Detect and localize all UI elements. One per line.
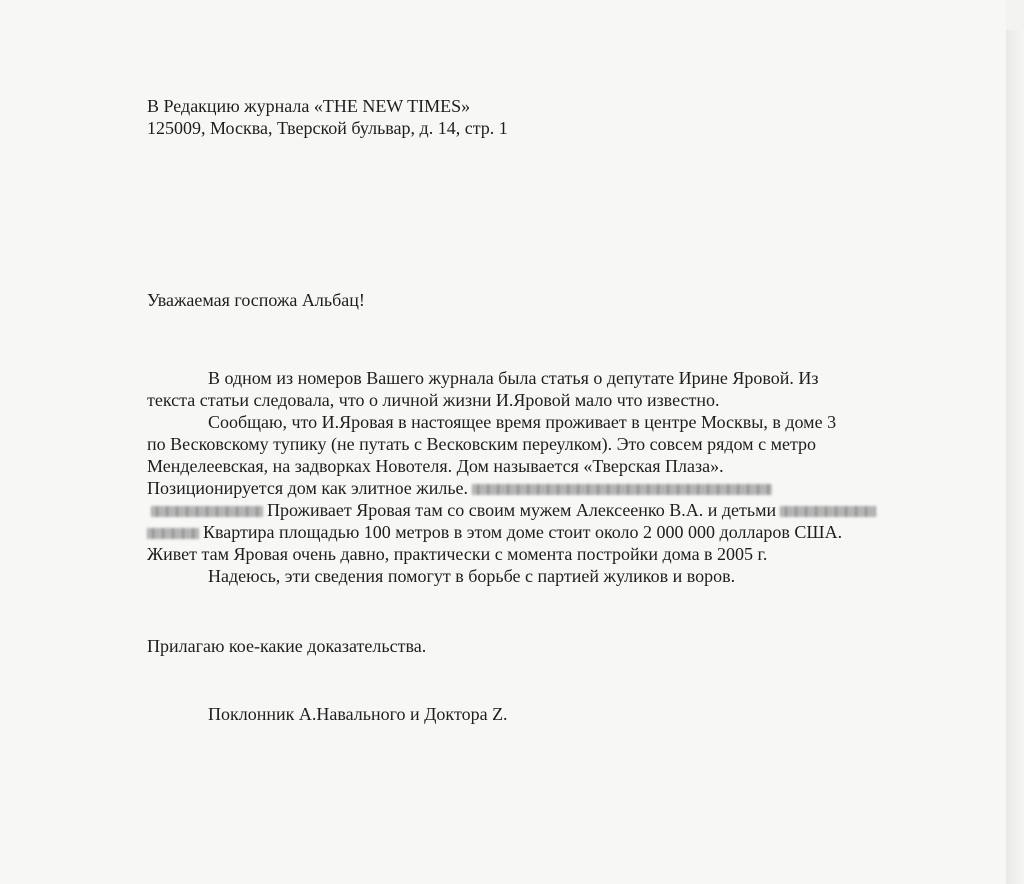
body-line: по Весковскому тупику (не путать с Весковским переулком). Это совсем рядом с метро: [147, 434, 817, 454]
redaction-mark: [147, 528, 199, 539]
redaction-mark: [151, 506, 263, 517]
redaction-mark: [472, 484, 772, 495]
body-line: Живет там Яровая очень давно, практически с момента постройки дома в 2005 г.: [147, 544, 768, 564]
signature: Поклонник А.Навального и Доктора Z.: [208, 704, 508, 724]
body-line: Надеюсь, эти сведения помогут в борьбе с партией жуликов и воров.: [208, 566, 736, 586]
address-line-1: В Редакцию журнала «THE NEW TIMES»: [147, 96, 471, 116]
body-line: В одном из номеров Вашего журнала была статья о депутате Ирине Яровой. Из: [208, 368, 819, 388]
scan-edge: [1006, 30, 1024, 884]
greeting: Уважаемая госпожа Альбац!: [147, 290, 365, 310]
letter-text: [147, 95, 947, 725]
body-line: текста статьи следовала, что о личной жизни И.Яровой мало что известно.: [147, 390, 720, 410]
body-line-with-redaction: [147, 521, 947, 543]
body-text: Проживает Яровая там со своим мужем Алексеенко В.А. и детьми: [267, 500, 777, 520]
body-line-with-redaction: [147, 477, 947, 499]
enclosure-note: Прилагаю кое-какие доказательства.: [147, 636, 427, 656]
body-text: Позиционируется дом как элитное жилье.: [147, 478, 469, 498]
redaction-mark: [780, 506, 876, 517]
body-line: Сообщаю, что И.Яровая в настоящее время проживает в центре Москвы, в доме 3: [208, 412, 837, 432]
body-text: Квартира площадью 100 метров в этом доме стоит около 2 000 000 долларов США.: [203, 522, 843, 542]
address-line-2: 125009, Москва, Тверской бульвар, д. 14, стр. 1: [147, 118, 508, 138]
body-line: Менделеевская, на задворках Новотеля. Дом называется «Тверская Плаза».: [147, 456, 724, 476]
body-line-with-redaction: [147, 499, 947, 521]
